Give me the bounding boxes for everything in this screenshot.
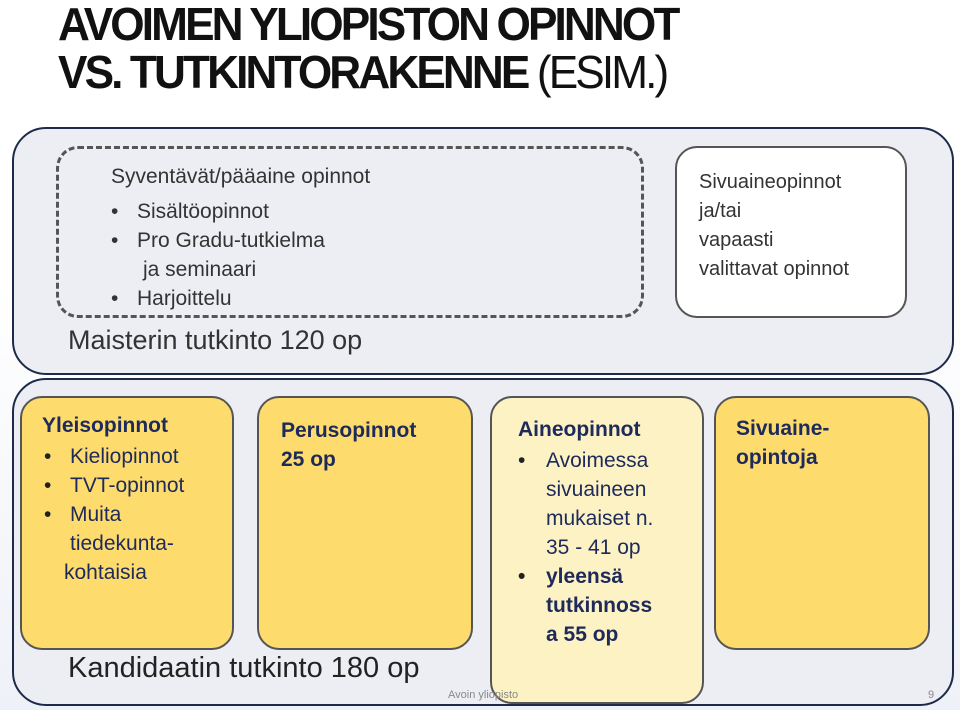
minor-studies-bachelor-box bbox=[714, 396, 930, 650]
title-line-2-bold: VS. TUTKINTORAKENNE bbox=[58, 46, 528, 98]
advanced-studies-heading: Syventävät/pääaine opinnot bbox=[111, 165, 371, 188]
list-item-continuation: sivuaineen bbox=[546, 478, 647, 501]
minor-studies-line: ja/tai bbox=[699, 200, 742, 222]
bullet-icon: • bbox=[44, 474, 52, 497]
general-studies-list bbox=[40, 442, 184, 587]
list-item: • Pro Gradu-tutkielma bbox=[111, 226, 325, 255]
minor-studies-line: Sivuaineopinnot bbox=[699, 171, 842, 193]
list-item: • yleensä bbox=[516, 562, 653, 591]
subject-studies-heading: Aineopinnot bbox=[518, 418, 641, 441]
title-line-2 bbox=[58, 48, 912, 96]
page-number: 9 bbox=[928, 689, 935, 701]
list-item-continuation: 35 - 41 op bbox=[546, 536, 641, 559]
list-item-continuation: tutkinnoss bbox=[546, 594, 653, 617]
minor-studies-box bbox=[675, 146, 907, 318]
minor-studies-line: vapaasti bbox=[699, 229, 774, 251]
list-item: • Sisältöopinnot bbox=[111, 197, 325, 226]
bachelor-degree-label: Kandidaatin tutkinto 180 op bbox=[68, 652, 420, 684]
bullet-icon: • bbox=[111, 200, 119, 223]
list-item: • Muita bbox=[40, 500, 184, 529]
title-line-1: AVOIMEN YLIOPISTON OPINNOT bbox=[58, 0, 678, 50]
bullet-icon: • bbox=[44, 445, 52, 468]
general-studies-heading: Yleisopinnot bbox=[42, 414, 168, 437]
master-degree-label: Maisterin tutkinto 120 op bbox=[68, 325, 363, 355]
advanced-studies-box bbox=[56, 146, 644, 318]
list-item: • Avoimessa bbox=[516, 446, 653, 475]
basic-studies-box bbox=[257, 396, 473, 650]
list-item-continuation: a 55 op bbox=[546, 623, 619, 646]
list-item-continuation: tiedekunta- bbox=[70, 532, 174, 555]
subject-studies-list bbox=[516, 446, 653, 649]
minor-studies-bachelor-heading: Sivuaine- opintoja bbox=[736, 417, 830, 469]
advanced-studies-list bbox=[111, 197, 325, 313]
bullet-icon: • bbox=[518, 449, 526, 472]
footer-text: Avoin yliopisto bbox=[448, 689, 519, 701]
bullet-icon: • bbox=[111, 287, 119, 310]
bullet-icon: • bbox=[518, 565, 526, 588]
list-item-continuation: mukaiset n. bbox=[546, 507, 654, 530]
list-item: • Harjoittelu bbox=[111, 284, 325, 313]
list-item-continuation: ja seminaari bbox=[143, 258, 257, 281]
subject-studies-box bbox=[490, 396, 704, 704]
bullet-icon: • bbox=[44, 503, 52, 526]
minor-studies-line: valittavat opinnot bbox=[699, 258, 850, 280]
basic-studies-heading: Perusopinnot 25 op bbox=[281, 419, 417, 471]
list-item-continuation: kohtaisia bbox=[64, 561, 147, 584]
title-line-2-thin: (ESIM.) bbox=[527, 46, 667, 98]
list-item: • TVT-opinnot bbox=[40, 471, 184, 500]
general-studies-box bbox=[20, 396, 234, 650]
page-title bbox=[58, 0, 912, 96]
bullet-icon: • bbox=[111, 229, 119, 252]
list-item: • Kieliopinnot bbox=[40, 442, 184, 471]
